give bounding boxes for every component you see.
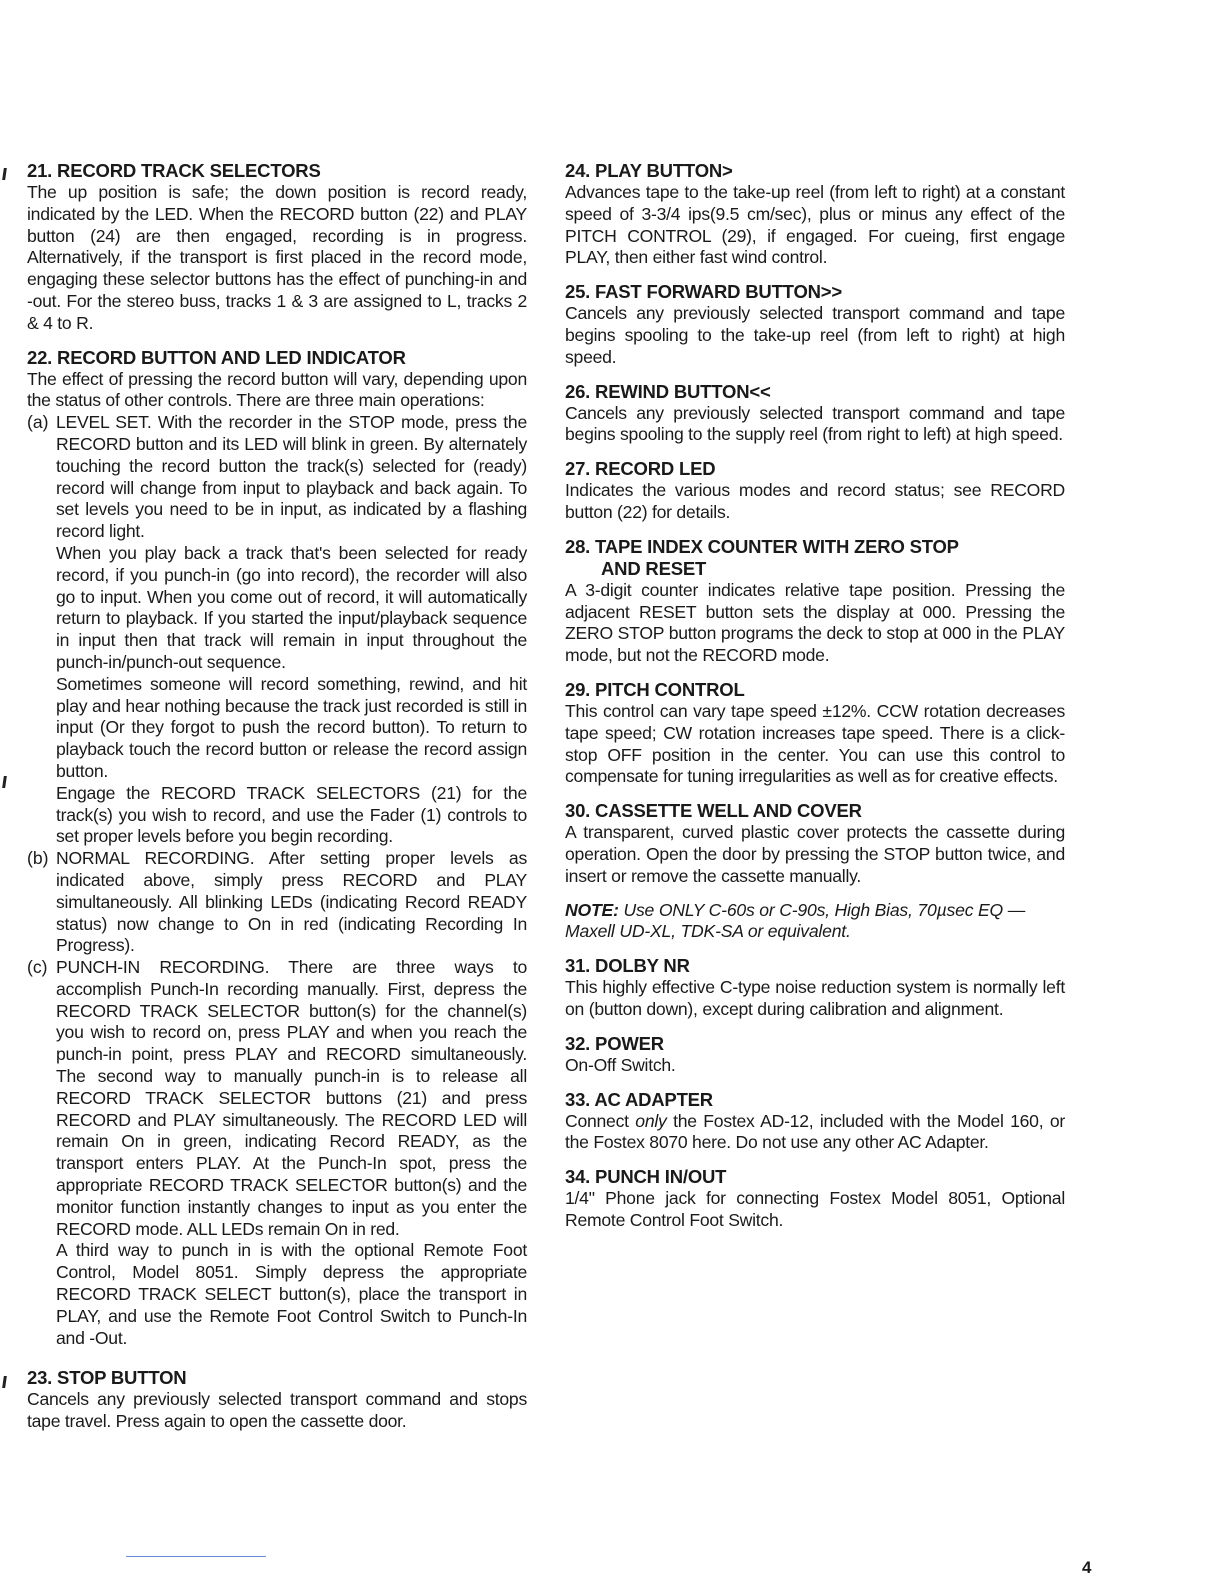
section-body: Advances tape to the take-up reel (from left to right) at a constant speed of 3-3/4 ips(9.5 cm/sec), plus or minus any effect of the PITCH CONTROL (29), if engaged. For cueing, first engage PLAY, then either fast wind control. [565,182,1065,268]
section-body: Cancels any previously selected transport command and tape begins spooling to the take-up reel (from left to right) at high speed. [565,303,1065,367]
section-22 [27,347,527,1350]
list-label: (b) [27,848,49,869]
section-body: On-Off Switch. [565,1054,676,1075]
paragraph: LEVEL SET. With the recorder in the STOP mode, press the RECORD button and its LED will blink in green. By alternately touching the record button the track(s) selected for (ready) record will change from input to playback and back again. To set levels you need to be in input, as indicated by a flashing record light. [56,412,527,542]
section-21 [27,160,527,335]
note-label: NOTE: [565,899,619,920]
paragraph: A third way to punch in is with the optional Remote Foot Control, Model 8051. Simply depress the appropriate RECORD TRACK SELECT button(s), place the transport in PLAY, and use the Remote Foot Control Switch to Punch-In and -Out. [56,1240,527,1348]
section-body: This highly effective C-type noise reduction system is normally left on (button down), except during calibration and alignment. [565,977,1065,1019]
list-item-b [27,848,527,957]
section-33 [565,1089,1065,1155]
section-30 [565,800,1065,887]
section-heading: 24. PLAY BUTTON> [565,160,733,181]
section-body: A 3-digit counter indicates relative tape position. Pressing the adjacent RESET button sets the display at 000. Pressing the ZERO STOP button programs the deck to stop at 000 in the PLAY mode, but not the RECORD mode. [565,579,1065,666]
section-23 [27,1367,527,1433]
section-heading: 22. RECORD BUTTON AND LED INDICATOR [27,346,406,368]
body-emphasis: only [635,1110,667,1131]
section-34 [565,1166,1065,1232]
section-heading: 33. AC ADAPTER [565,1088,713,1110]
section-heading: 27. RECORD LED [565,458,716,480]
section-heading: 34. PUNCH IN/OUT [565,1166,727,1188]
body-text: Connect [565,1110,636,1131]
body-text: the Fostex AD-12, included with the Model 160, or the Fostex 8070 here. Do not use any other AC Adapter. [565,1110,1066,1153]
paragraph: PUNCH-IN RECORDING. There are three ways to accomplish Punch-In recording manually. First, depress the RECORD TRACK SELECTOR button(s) for the channel(s) you wish to record on, press PLAY and when you reach the punch-in point, press PLAY and RECORD simultaneously. The second way to manually punch-in is to release all RECORD TRACK SELECTOR buttons (21) and press RECORD and PLAY simultaneously. The RECORD LED will remain On in green, indicating Record READY, as the transport enters PLAY. At the Punch-In spot, press the appropriate RECORD TRACK SELECTOR button(s) and the monitor function instantly changes to input as you enter the RECORD mode. ALL LEDs remain On in red. [56,957,527,1239]
note [565,900,1065,944]
section-heading: 32. POWER [565,1032,664,1054]
section-body: A transparent, curved plastic cover protects the cassette during operation. Open the door by pressing the STOP button twice, and insert or remove the cassette manually. [565,822,1065,886]
note-text: Use ONLY C-60s or C-90s, High Bias, 70µsec EQ — Maxell UD-XL, TDK-SA or equivalent. [565,899,1026,942]
paragraph: When you play back a track that's been selected for ready record, if you punch-in (go into record), the recorder will also go to input. When you come out of record, it will automatically return to playback. If you started the input/playback sequence in input then that track will remain in input throughout the punch-in/punch-out sequence. [56,542,527,672]
section-29 [565,679,1065,788]
scan-mark [2,1376,7,1388]
section-body [565,1111,1065,1155]
section-body: Cancels any previously selected transport command and stops tape travel. Press again to open the cassette door. [27,1389,527,1432]
list-item-a [27,412,527,848]
section-heading: 25. FAST FORWARD BUTTON>> [565,281,842,303]
section-body: This control can vary tape speed ±12%. CCW rotation decreases tape speed; CW rotation increases tape speed. There is a click-stop OFF position in the center. You can use this control to compensate for tuning irregularities as well as for creative effects. [565,700,1065,787]
section-28 [565,536,1065,667]
paragraph: Sometimes someone will record something, rewind, and hit play and hear nothing because the track just recorded is still in input (Or they forgot to push the record button). To return to playback touch the record button or release the record assign button. [56,673,527,781]
section-27 [565,458,1065,524]
left-column [27,160,527,1445]
list-label: (a) [27,412,49,433]
section-body: Cancels any previously selected transport command and tape begins spooling to the supply reel (from right to left) at high speed. [565,402,1065,445]
section-25 [565,281,1065,368]
section-body: Indicates the various modes and record status; see RECORD button (22) for details. [565,480,1065,522]
section-heading: 21. RECORD TRACK SELECTORS [27,160,321,181]
right-column [565,160,1065,1244]
section-32 [565,1033,1065,1077]
scan-mark [2,168,7,180]
heading-line: AND RESET [601,557,707,579]
scan-rule [126,1556,266,1557]
section-heading: 31. DOLBY NR [565,955,690,977]
section-31 [565,955,1065,1021]
section-intro: The effect of pressing the record button will vary, depending upon the status of other controls. There are three main operations: [27,368,527,411]
section-heading: 23. STOP BUTTON [27,1367,187,1389]
section-heading: 26. REWIND BUTTON<< [565,380,771,402]
page-number: 4 [1082,1558,1092,1577]
section-body: 1/4" Phone jack for connecting Fostex Model 8051, Optional Remote Control Foot Switch. [565,1188,1065,1230]
section-heading [565,536,1065,580]
section-heading: 30. CASSETTE WELL AND COVER [565,800,862,822]
section-heading: 29. PITCH CONTROL [565,678,745,700]
section-body: The up position is safe; the down position is record ready, indicated by the LED. When the RECORD button (22) and PLAY button (24) are then engaged, recording is in progress. Alternatively, if the transport is first placed in the record mode, engaging these selector buttons has the effect of punching-in and -out. For the stereo buss, tracks 1 & 3 are assigned to L, tracks 2 & 4 to R. [27,182,527,333]
section-26 [565,381,1065,447]
list-item-c [27,957,527,1349]
list-label: (c) [27,957,48,978]
heading-line: 28. TAPE INDEX COUNTER WITH ZERO STOP [565,535,959,557]
section-24 [565,160,1065,269]
paragraph: Engage the RECORD TRACK SELECTORS (21) for the track(s) you wish to record, and use the Fader (1) controls to set proper levels before you begin recording. [56,782,527,847]
scan-mark [2,776,7,788]
paragraph: NORMAL RECORDING. After setting proper levels as indicated above, simply press RECORD and PLAY simultaneously. All blinking LEDs (indicating Record READY status) now change to On in red (indicating Recording In Progress). [56,848,527,956]
